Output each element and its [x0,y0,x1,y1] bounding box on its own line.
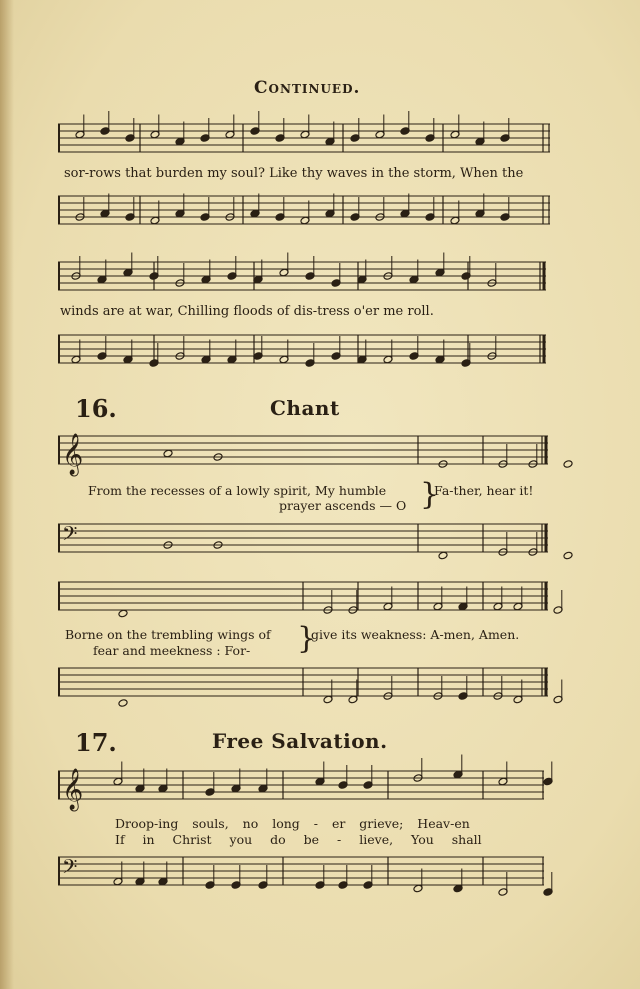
system-3-lyric-end: Fa-ther, hear it! [434,483,534,498]
system-4-treble-staff [58,578,548,614]
note-head [438,551,448,560]
system-2-lyric: winds are at war, Chilling floods of dis-tress o'er me roll. [60,304,434,319]
system-2-bass-staff [58,331,546,367]
system-5-lyric-line-1: Droop-ing souls, no long - er grieve; Heav-en [115,816,470,831]
note-head [563,460,573,469]
treble-clef-icon: 𝄞 [62,769,84,810]
system-3-bass-staff [58,520,548,556]
system-4-brace: } [297,621,317,656]
system-4-lyric-end: give its weakness: A-men, Amen. [311,627,520,642]
system-5-lyric-line-2: If in Christ you do be - lieve, You shall [115,832,482,847]
system-2-treble-staff [58,258,546,294]
system-5-treble-staff [58,767,544,810]
continued-heading: Continued. [254,78,361,98]
system-4-lyric-line-1: Borne on the trembling wings of [65,627,271,642]
system-3-brace: } [420,477,440,512]
note-head [118,609,128,618]
hymn-16-title: Chant [270,396,340,420]
hymn-17-number: 17. [75,728,117,757]
system-4-bass-staff [58,664,548,700]
bass-clef-icon: 𝄢 [62,855,78,883]
system-3-lyric-line-1: From the recesses of a lowly spirit, My humble [88,483,387,498]
hymn-17-title: Free Salvation. [212,729,388,753]
system-1-lyric: sor-rows that burden my soul? Like thy waves in the storm, When the [64,166,524,181]
note-head [163,449,173,458]
bass-clef-icon: 𝄢 [62,522,78,550]
system-3-lyric-line-2: prayer ascends — O [279,498,407,513]
system-5-bass-staff [58,853,544,889]
system-1-bass-staff [58,192,550,228]
hymn-16-number: 16. [75,394,117,423]
treble-clef-icon: 𝄞 [62,434,84,475]
page-binding-edge [0,0,14,989]
system-1-treble-staff [58,120,550,156]
system-3-treble-staff [58,432,548,475]
system-4-lyric-line-2: fear and meekness : For- [93,643,251,658]
note-head [563,551,573,560]
note-head [118,699,128,708]
